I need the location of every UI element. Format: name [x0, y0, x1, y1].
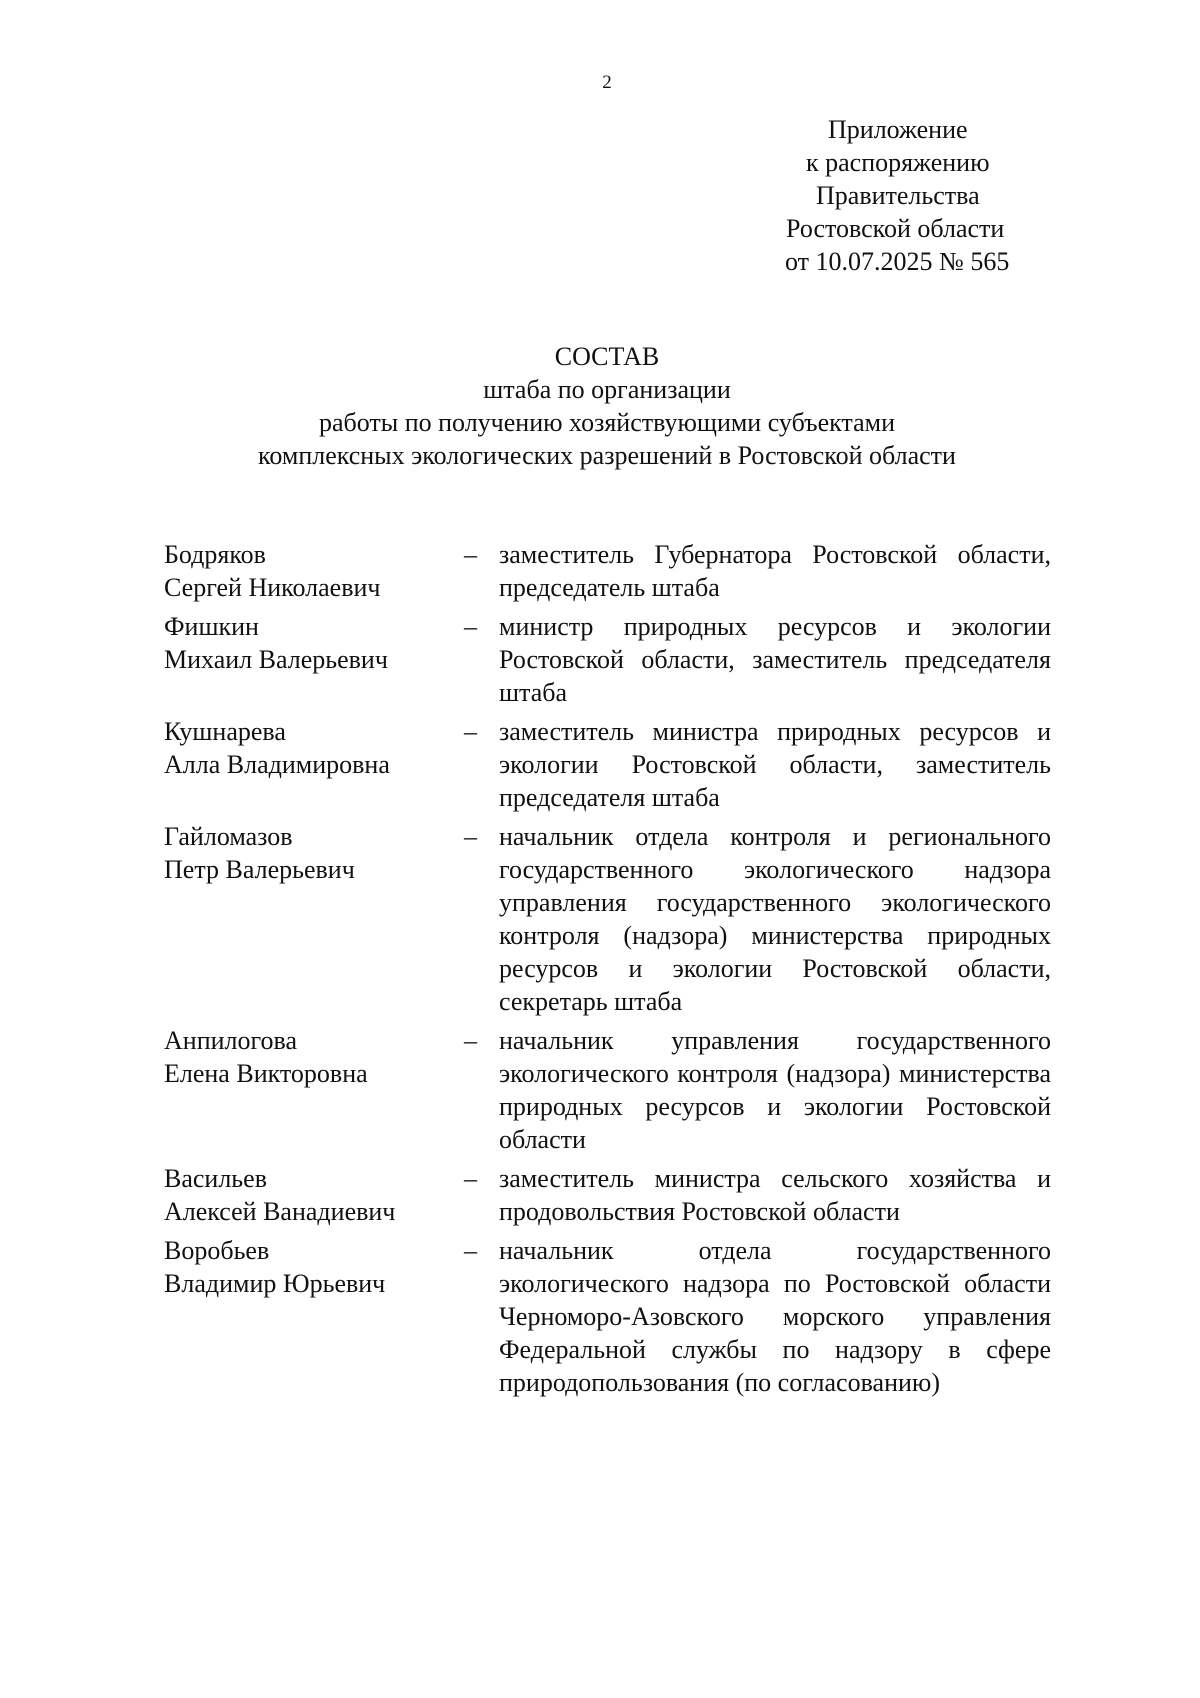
member-role: министр природных ресурсов и экологии Ростовской области, заместитель председателя штаба	[499, 612, 1051, 707]
member-name	[164, 1024, 464, 1090]
member-given-names: Михаил Валерьевич	[164, 645, 388, 674]
member-surname: Анпилогова	[164, 1026, 297, 1055]
member-name	[164, 538, 464, 604]
member-role: заместитель министра природных ресурсов и экологии Ростовской области, заместитель председателя штаба	[499, 717, 1051, 812]
member-given-names: Елена Викторовна	[164, 1059, 368, 1088]
member-given-names: Сергей Николаевич	[164, 573, 381, 602]
member-row	[164, 538, 1051, 604]
member-name	[164, 610, 464, 676]
dash: –	[464, 1026, 477, 1055]
dash: –	[464, 717, 477, 746]
annex-line: от 10.07.2025 № 565	[785, 247, 1010, 276]
member-row	[164, 1162, 1051, 1228]
member-surname: Васильев	[164, 1164, 267, 1193]
dash: –	[464, 822, 477, 851]
member-row	[164, 610, 1051, 709]
member-row	[164, 1024, 1051, 1156]
member-surname: Бодряков	[164, 540, 266, 569]
member-role: заместитель министра сельского хозяйства и продовольствия Ростовской области	[499, 1164, 1051, 1226]
member-given-names: Алла Владимировна	[164, 750, 390, 779]
member-role: начальник отдела контроля и регионального государственного экологического надзора управления государственного экологического контроля (надзора) министерства природных ресурсов и экологии Ростовской области, секретарь штаба	[499, 822, 1051, 1016]
member-surname: Фишкин	[164, 612, 259, 641]
member-surname: Кушнарева	[164, 717, 286, 746]
member-given-names: Петр Валерьевич	[164, 855, 355, 884]
member-row	[164, 820, 1051, 1018]
document-title	[0, 340, 1200, 472]
member-given-names: Владимир Юрьевич	[164, 1269, 386, 1298]
page-number: 2	[602, 72, 612, 93]
title-line: штаба по организации	[483, 375, 731, 404]
dash: –	[464, 612, 477, 641]
title-line: комплексных экологических разрешений в Ростовской области	[258, 441, 956, 470]
member-name	[164, 1234, 464, 1300]
member-given-names: Алексей Ванадиевич	[164, 1197, 396, 1226]
member-surname: Гайломазов	[164, 822, 293, 851]
annex-block	[785, 113, 1185, 278]
member-name	[164, 820, 464, 886]
title-line: работы по получению хозяйствующими субъектами	[318, 408, 896, 437]
members-list	[164, 538, 1051, 1405]
member-row	[164, 715, 1051, 814]
dash: –	[464, 540, 477, 569]
member-role: заместитель Губернатора Ростовской области, председатель штаба	[499, 540, 1051, 602]
title-heading: СОСТАВ	[554, 342, 660, 371]
dash: –	[464, 1164, 477, 1193]
annex-line: к распоряжению	[806, 148, 990, 177]
member-role: начальник управления государственного экологического контроля (надзора) министерства природных ресурсов и экологии Ростовской области	[499, 1026, 1051, 1154]
member-role: начальник отдела государственного экологического надзора по Ростовской области Черноморо-Азовского морского управления Федеральной службы по надзору в сфере природопользования (по согласованию)	[499, 1236, 1051, 1397]
member-name	[164, 715, 464, 781]
dash: –	[464, 1236, 477, 1265]
annex-line: Ростовской области	[786, 214, 1005, 243]
annex-line: Приложение	[828, 115, 968, 144]
member-name	[164, 1162, 464, 1228]
annex-line: Правительства	[816, 181, 980, 210]
member-surname: Воробьев	[164, 1236, 270, 1265]
member-row	[164, 1234, 1051, 1399]
